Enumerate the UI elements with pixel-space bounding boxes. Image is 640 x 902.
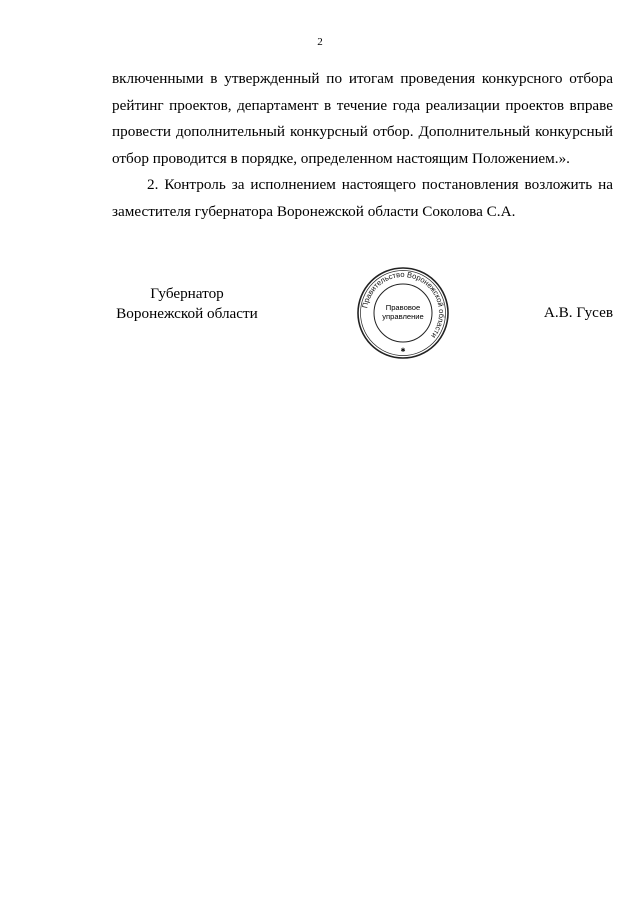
signatory-title (112, 284, 262, 324)
seal-center-line2: управление (382, 312, 424, 321)
signatory-title-line2: Воронежской области (116, 305, 258, 322)
seal-center-line1: Правовое (385, 303, 421, 312)
signatory-title-line1: Губернатор (150, 285, 224, 302)
paragraph-2: 2. Контроль за исполнением настоящего постановления возложить на заместителя губернатора Воронежской области Соколова С.А. (112, 176, 613, 220)
seal-star-icon: ✱ (400, 347, 406, 354)
signatory-name: А.В. Гусев (543, 304, 613, 321)
page-number: 2 (317, 36, 323, 48)
document-body (112, 66, 613, 225)
official-seal (356, 266, 450, 360)
paragraph-continued: включенными в утвержденный по итогам проведения конкурсного отбора рейтинг проектов, департамент в течение года реализации проектов вправе провести дополнительный конкурсный отбор. Дополнительный конкурсный отбор проводится в порядке, определенном настоящим Положением.». (112, 70, 613, 167)
seal-outer-text: Правительство Воронежской области (360, 269, 447, 341)
